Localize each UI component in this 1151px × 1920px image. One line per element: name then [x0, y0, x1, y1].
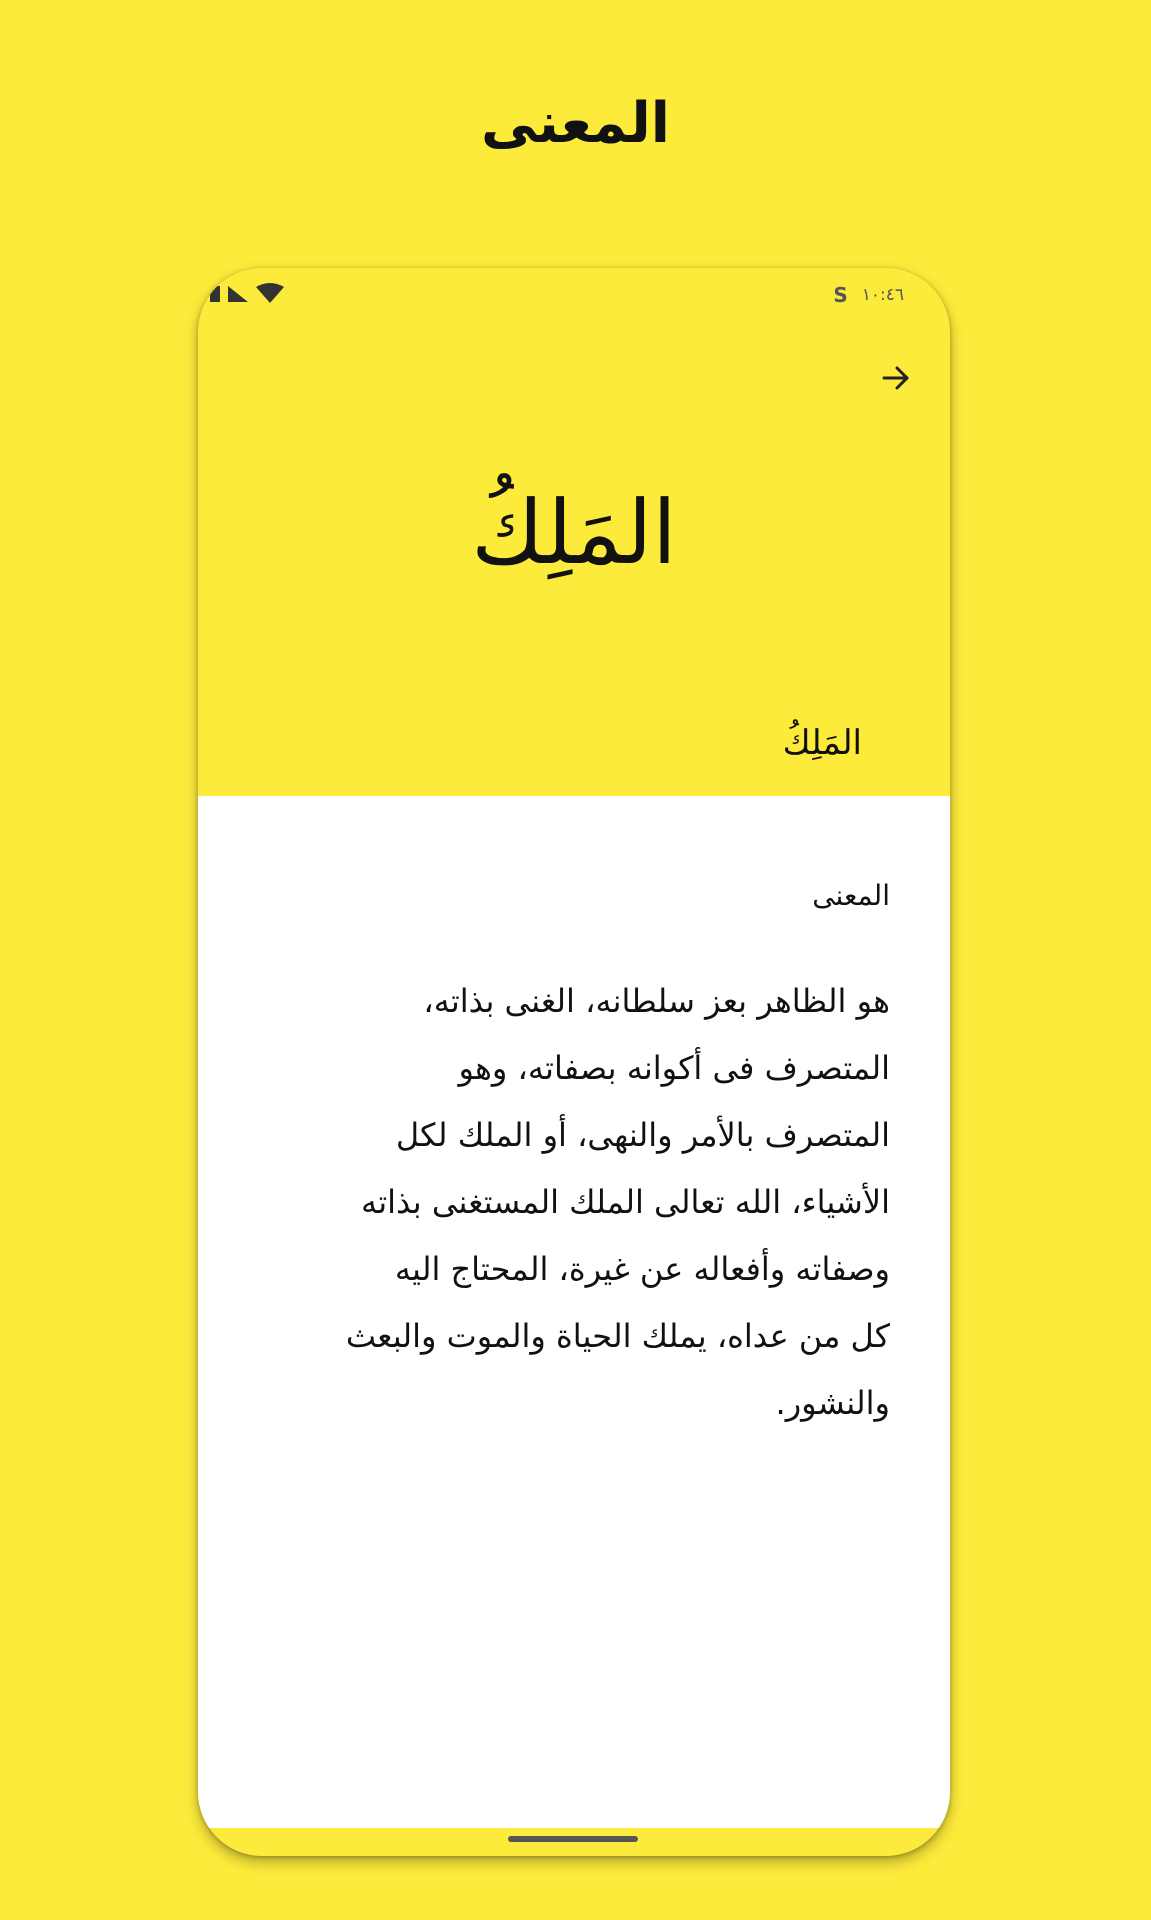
phone-frame [198, 268, 950, 1856]
meaning-line: والنشور. [775, 1384, 890, 1422]
meaning-line: وصفاته وأفعاله عن غيرة، المحتاج اليه [394, 1250, 890, 1288]
meaning-line: الأشياء، الله تعالى الملك المستغنى بذاته [361, 1183, 890, 1221]
home-gesture-bar[interactable] [508, 1836, 638, 1842]
meaning-line: المتصرف بالأمر والنهى، أو الملك لكل [395, 1116, 890, 1154]
sync-icon: S [833, 283, 848, 307]
signal-icon [228, 284, 250, 306]
battery-icon [208, 284, 222, 306]
meaning-text [270, 968, 890, 1437]
page-title: المعنى [481, 91, 670, 156]
meaning-line: كل من عداه، يملك الحياة والموت والبعث [345, 1317, 890, 1355]
meaning-line: المتصرف فى أكوانه بصفاته، وهو [458, 1049, 890, 1087]
meaning-line: هو الظاهر بعز سلطانه، الغنى بذاته، [423, 982, 890, 1020]
wifi-icon [256, 283, 284, 307]
status-time: ١٠:٤٦ [861, 285, 904, 305]
meaning-panel [198, 796, 950, 1828]
name-subtitle: المَلِكُ [782, 723, 862, 763]
arrow-right-icon [880, 362, 912, 398]
status-icons [208, 284, 284, 306]
name-title: المَلِكُ [471, 481, 677, 584]
back-button[interactable] [874, 358, 918, 402]
meaning-label: المعنى [812, 879, 890, 912]
status-right [833, 282, 904, 308]
status-bar [198, 268, 950, 324]
